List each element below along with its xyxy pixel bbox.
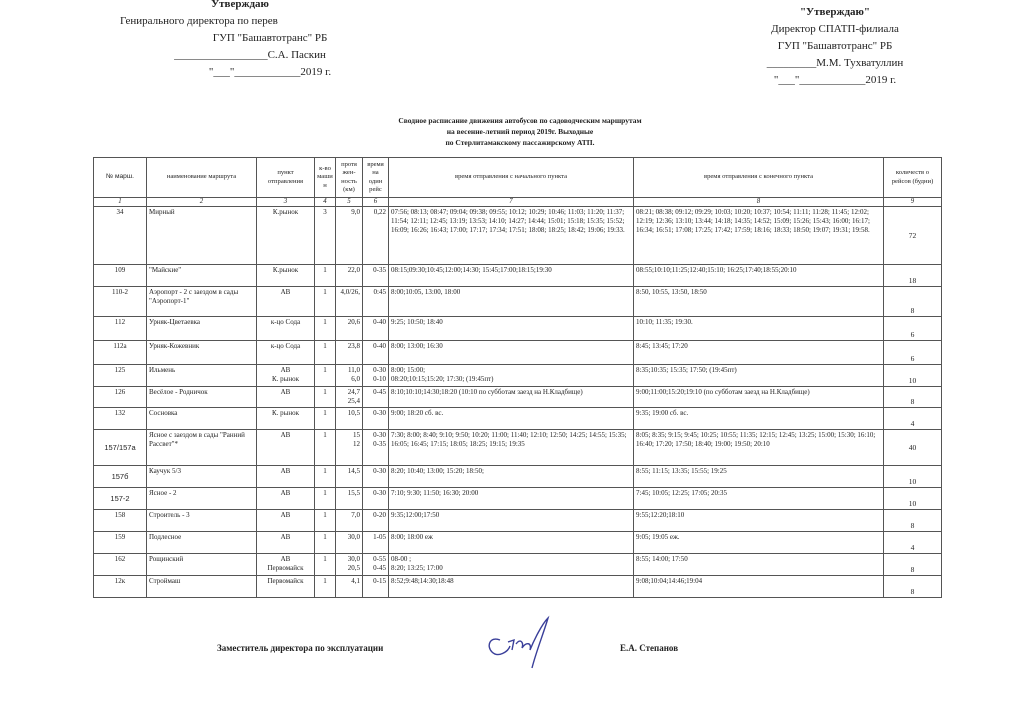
cell-departure-point: АВ bbox=[257, 466, 315, 488]
cell-route-no: 158 bbox=[94, 510, 147, 532]
col-number: 9 bbox=[884, 198, 942, 207]
cell-vehicles: 1 bbox=[315, 510, 336, 532]
cell-departure-point bbox=[257, 365, 315, 387]
cell-vehicles: 1 bbox=[315, 554, 336, 576]
table-row bbox=[94, 341, 942, 365]
table-row bbox=[94, 430, 942, 466]
cell-route-no: 12к bbox=[94, 576, 147, 598]
approval-block-left bbox=[120, 0, 360, 81]
cell-departure-point: К.рынок bbox=[257, 207, 315, 265]
cell-trip-time-value-2: 0-35 bbox=[373, 440, 386, 448]
cell-departure-point-value-2: К. рынок bbox=[271, 375, 300, 383]
cell-trip-count: 10 bbox=[884, 488, 942, 510]
cell-vehicles: 1 bbox=[315, 430, 336, 466]
cell-times-start bbox=[389, 554, 634, 576]
cell-length bbox=[336, 365, 363, 387]
cell-times-start: 08:15;09:30;10:45;12:00;14:30; 15:45;17:00;18:15;19:30 bbox=[389, 265, 634, 287]
header-times-start: время отправления с начального пункта bbox=[389, 158, 634, 198]
approval-right-signature-line: _________М.М. Тухватуллин bbox=[766, 57, 904, 69]
column-number-row bbox=[94, 198, 942, 207]
cell-times-end: 8:05; 8:35; 9:15; 9:45; 10:25; 10:55; 11:35; 12:15; 12:45; 13:25; 15:00; 15:30; 16:10; 16:40; 17:20; 17:50; 18:40; 19:00; 19:50; 20:10 bbox=[634, 430, 884, 466]
table-row bbox=[94, 510, 942, 532]
header-trip-count: количеств о рейсов (будни) bbox=[884, 158, 942, 198]
cell-vehicles: 1 bbox=[315, 532, 336, 554]
col-number: 1 bbox=[94, 198, 147, 207]
cell-route-no: 162 bbox=[94, 554, 147, 576]
cell-times-start: 9:35;12:00;17:50 bbox=[389, 510, 634, 532]
cell-length: 4,1 bbox=[336, 576, 363, 598]
approval-right-line1: Директор СПАТП-филиала bbox=[771, 23, 899, 35]
cell-vehicles: 1 bbox=[315, 365, 336, 387]
cell-departure-point-value-2: Первомайск bbox=[267, 564, 304, 572]
cell-route-name: Ясное с заездом в сады "Ранний Рассвет"* bbox=[147, 430, 257, 466]
cell-trip-time-value: 0-55 bbox=[373, 555, 386, 563]
cell-times-end: 9:35; 19:00 сб. вс. bbox=[634, 408, 884, 430]
cell-times-end: 08:21; 08:38; 09:12; 09:29; 10:03; 10:20; 10:37; 10:54; 11:11; 11:28; 11:45; 12:02; 12:19; 12:36; 13:10; 13:44; 14:18; 14:35; 14:52; 15:09; 15:26; 15:43; 16:00; 16:17; 16:34; 16:51; 17:08; 17:25; 17:42; 17:59; 18:16; 18:33; 18:50; 19:07; 19:31; 19:58. bbox=[634, 207, 884, 265]
cell-departure-point: АВ bbox=[257, 532, 315, 554]
cell-route-name: Рощинский bbox=[147, 554, 257, 576]
header-length: протя жен- ность (км) bbox=[336, 158, 363, 198]
cell-trip-time bbox=[363, 554, 389, 576]
cell-route-name: Строймаш bbox=[147, 576, 257, 598]
cell-times-start: 9:25; 10:50; 18:40 bbox=[389, 317, 634, 341]
cell-departure-point: К.рынок bbox=[257, 265, 315, 287]
col-number: 2 bbox=[147, 198, 257, 207]
cell-times-start: 8:10;10:10;14:30;18:20 (10:10 по субботам заезд на Н.Кладбище) bbox=[389, 387, 634, 408]
approval-block-right bbox=[730, 4, 940, 89]
cell-departure-point: К. рынок bbox=[257, 408, 315, 430]
table-row bbox=[94, 576, 942, 598]
col-number: 7 bbox=[389, 198, 634, 207]
cell-trip-time: 0-45 bbox=[363, 387, 389, 408]
approval-left-date: "___"____________2019 г. bbox=[208, 66, 332, 78]
cell-length bbox=[336, 430, 363, 466]
cell-route-no: 112а bbox=[94, 341, 147, 365]
cell-trip-time: 0-15 bbox=[363, 576, 389, 598]
header-vehicles: к-во маши н bbox=[315, 158, 336, 198]
cell-times-start: 8:00; 13:00; 16:30 bbox=[389, 341, 634, 365]
schedule-table bbox=[93, 157, 942, 598]
cell-departure-point: АВ bbox=[257, 287, 315, 317]
cell-trip-time: 0,22 bbox=[363, 207, 389, 265]
table-row bbox=[94, 287, 942, 317]
cell-length bbox=[336, 387, 363, 408]
title-line-1: Сводное расписание движения автобусов по садоводческим маршрутам bbox=[398, 116, 642, 125]
cell-times-start: 8:20; 10:40; 13:00; 15:20; 18:50; bbox=[389, 466, 634, 488]
handwritten-signature bbox=[478, 612, 558, 672]
cell-route-no: 157б bbox=[94, 466, 147, 488]
header-trip-time: время на один рейс bbox=[363, 158, 389, 198]
cell-trip-time: 0-35 bbox=[363, 265, 389, 287]
footer-signatory-name: Е.А. Степанов bbox=[620, 643, 679, 653]
cell-route-name: Ильмень bbox=[147, 365, 257, 387]
cell-times-start: 8:00;10:05, 13:00, 18:00 bbox=[389, 287, 634, 317]
cell-trip-time: 0-30 bbox=[363, 466, 389, 488]
cell-route-name: Сосновка bbox=[147, 408, 257, 430]
cell-departure-point: к-цо Сода bbox=[257, 317, 315, 341]
cell-route-no: 34 bbox=[94, 207, 147, 265]
cell-trip-count: 10 bbox=[884, 365, 942, 387]
table-row bbox=[94, 554, 942, 576]
times-start-line-2: 08:20;10:15;15:20; 17:30; (19:45пт) bbox=[391, 375, 494, 383]
cell-route-name: Урняк-Цветаевка bbox=[147, 317, 257, 341]
cell-trip-time: 0:45 bbox=[363, 287, 389, 317]
times-start-line-2: 8:20; 13:25; 17:00 bbox=[391, 564, 443, 572]
cell-trip-count: 4 bbox=[884, 408, 942, 430]
approval-left-line2: ГУП "Башавтотранс" РБ bbox=[212, 32, 328, 44]
cell-route-no: 110-2 bbox=[94, 287, 147, 317]
approval-right-line2: ГУП "Башавтотранс" РБ bbox=[777, 40, 893, 52]
cell-length-value-2: 6,0 bbox=[351, 375, 360, 383]
cell-route-name: Каучук 5/3 bbox=[147, 466, 257, 488]
cell-trip-count: 6 bbox=[884, 341, 942, 365]
cell-route-no: 159 bbox=[94, 532, 147, 554]
cell-times-end: 08:55;10:10;11:25;12:40;15:10; 16:25;17:40;18:55;20:10 bbox=[634, 265, 884, 287]
cell-trip-time: 0-40 bbox=[363, 317, 389, 341]
cell-length: 22,0 bbox=[336, 265, 363, 287]
table-row bbox=[94, 317, 942, 341]
cell-route-no: 112 bbox=[94, 317, 147, 341]
cell-trip-count: 4 bbox=[884, 532, 942, 554]
table-row bbox=[94, 265, 942, 287]
approval-right-heading: "Утверждаю" bbox=[799, 6, 871, 18]
cell-times-start: 9:00; 18:20 сб. вс. bbox=[389, 408, 634, 430]
title-line-2: на весенне-летний период 2019г. Выходные bbox=[446, 127, 594, 136]
cell-vehicles: 1 bbox=[315, 488, 336, 510]
cell-length: 15,5 bbox=[336, 488, 363, 510]
table-row bbox=[94, 365, 942, 387]
cell-times-start: 7:30; 8:00; 8:40; 9:10; 9:50; 10:20; 11:00; 11:40; 12:10; 12:50; 14:25; 14:55; 15:35; 16:05; 16:45; 17:15; 18:05; 18:25; 19:15; 19:35 bbox=[389, 430, 634, 466]
cell-route-name: "Майские" bbox=[147, 265, 257, 287]
cell-departure-point: АВ bbox=[257, 510, 315, 532]
cell-times-end: 8:55; 11:15; 13:35; 15:55; 19:25 bbox=[634, 466, 884, 488]
cell-route-name: Урняк-Кожевник bbox=[147, 341, 257, 365]
cell-vehicles: 1 bbox=[315, 287, 336, 317]
cell-trip-time: 0-30 bbox=[363, 408, 389, 430]
cell-length: 20,6 bbox=[336, 317, 363, 341]
cell-trip-time bbox=[363, 365, 389, 387]
approval-right-date: "___"____________2019 г. bbox=[773, 74, 897, 86]
cell-trip-time: 0-30 bbox=[363, 488, 389, 510]
cell-length-value-2: 25,4 bbox=[347, 397, 360, 405]
cell-route-no: 126 bbox=[94, 387, 147, 408]
cell-departure-point bbox=[257, 554, 315, 576]
cell-trip-time-value-2: 0-45 bbox=[373, 564, 386, 572]
table-row bbox=[94, 466, 942, 488]
cell-vehicles: 1 bbox=[315, 408, 336, 430]
table-row bbox=[94, 207, 942, 265]
cell-length: 4,0/26, bbox=[336, 287, 363, 317]
col-number: 3 bbox=[257, 198, 315, 207]
cell-length-value: 11,0 bbox=[348, 366, 360, 374]
table-row bbox=[94, 532, 942, 554]
table-row bbox=[94, 408, 942, 430]
cell-route-no: 157/157а bbox=[94, 430, 147, 466]
approval-left-heading: Утверждаю bbox=[211, 0, 269, 10]
cell-vehicles: 1 bbox=[315, 576, 336, 598]
cell-length: 10,5 bbox=[336, 408, 363, 430]
col-number: 8 bbox=[634, 198, 884, 207]
cell-trip-count: 8 bbox=[884, 287, 942, 317]
cell-times-end: 8:55; 14:00; 17:50 bbox=[634, 554, 884, 576]
cell-route-no: 132 bbox=[94, 408, 147, 430]
cell-departure-point: АВ bbox=[257, 387, 315, 408]
cell-trip-time: 0-20 bbox=[363, 510, 389, 532]
cell-length: 30,0 bbox=[336, 532, 363, 554]
cell-trip-count: 8 bbox=[884, 576, 942, 598]
cell-trip-time-value: 0-30 bbox=[373, 431, 386, 439]
cell-route-name: Мирный bbox=[147, 207, 257, 265]
col-number: 5 bbox=[336, 198, 363, 207]
cell-times-end: 9:05; 19:05 еж. bbox=[634, 532, 884, 554]
cell-departure-point-value: АВ bbox=[280, 366, 291, 374]
cell-vehicles: 3 bbox=[315, 207, 336, 265]
cell-times-end: 10:10; 11:35; 19:30. bbox=[634, 317, 884, 341]
cell-trip-count: 10 bbox=[884, 466, 942, 488]
approval-left-line1: Генирального директора по перев bbox=[120, 15, 278, 27]
header-times-end: время отправления с конечного пункта bbox=[634, 158, 884, 198]
cell-trip-count: 18 bbox=[884, 265, 942, 287]
cell-vehicles: 1 bbox=[315, 265, 336, 287]
footer-signatory-role: Заместитель директора по эксплуатации bbox=[217, 643, 384, 653]
cell-route-name: Аэропорт - 2 с заездом в сады "Аэропорт-1" bbox=[147, 287, 257, 317]
cell-times-start: 07:56; 08:13; 08:47; 09:04; 09:38; 09:55; 10:12; 10:29; 10:46; 11:03; 11:20; 11:37; 11:54; 12:11; 12:45; 13:19; 13:53; 14:10; 14:27; 14:44; 15:01; 15:18; 15:35; 15:52; 16:09; 16:26; 16:43; 17:00; 17:17; 17:34; 17:51; 18:08; 18:25; 18:42; 19:06; 19:33. bbox=[389, 207, 634, 265]
cell-times-start bbox=[389, 365, 634, 387]
cell-route-no: 109 bbox=[94, 265, 147, 287]
cell-length-value-2: 12 bbox=[353, 440, 360, 448]
header-route-no: № марш. bbox=[94, 158, 147, 198]
cell-length-value: 30,0 bbox=[347, 555, 360, 563]
cell-trip-count: 40 bbox=[884, 430, 942, 466]
cell-times-start: 8:52;9:48;14:30;18:48 bbox=[389, 576, 634, 598]
cell-length-value: 15 bbox=[353, 431, 360, 439]
cell-departure-point: к-цо Сода bbox=[257, 341, 315, 365]
cell-length bbox=[336, 554, 363, 576]
cell-departure-point: АВ bbox=[257, 430, 315, 466]
cell-route-name: Строитель - 3 bbox=[147, 510, 257, 532]
cell-length: 7,0 bbox=[336, 510, 363, 532]
cell-length: 9,0 bbox=[336, 207, 363, 265]
cell-trip-count: 8 bbox=[884, 510, 942, 532]
cell-times-end: 8:50, 10:55, 13:50, 18:50 bbox=[634, 287, 884, 317]
cell-times-end: 9:08;10:04;14:46;19:04 bbox=[634, 576, 884, 598]
cell-departure-point: АВ bbox=[257, 488, 315, 510]
cell-length: 14,5 bbox=[336, 466, 363, 488]
table-row bbox=[94, 387, 942, 408]
cell-vehicles: 1 bbox=[315, 317, 336, 341]
cell-times-end: 8:45; 13:45; 17:20 bbox=[634, 341, 884, 365]
header-row bbox=[94, 158, 942, 198]
cell-route-name: Весёлое - Родничок bbox=[147, 387, 257, 408]
cell-vehicles: 1 bbox=[315, 387, 336, 408]
cell-trip-time: 1-05 bbox=[363, 532, 389, 554]
col-number: 4 bbox=[315, 198, 336, 207]
cell-length-value: 24,7 bbox=[347, 388, 360, 396]
times-start-line: 8:00; 15:00; bbox=[391, 366, 426, 374]
header-route-name: наименование маршрута bbox=[147, 158, 257, 198]
cell-departure-point-value: АВ bbox=[280, 555, 291, 563]
cell-trip-count: 8 bbox=[884, 387, 942, 408]
cell-route-no: 157-2 bbox=[94, 488, 147, 510]
cell-vehicles: 1 bbox=[315, 341, 336, 365]
header-departure-point: пункт отправления bbox=[257, 158, 315, 198]
cell-trip-count: 6 bbox=[884, 317, 942, 341]
cell-trip-count: 8 bbox=[884, 554, 942, 576]
col-number: 6 bbox=[363, 198, 389, 207]
cell-trip-count: 72 bbox=[884, 207, 942, 265]
cell-route-name: Ясное - 2 bbox=[147, 488, 257, 510]
document-title bbox=[330, 115, 710, 148]
approval-left-signature-line: _________________С.А. Паскин bbox=[174, 49, 326, 61]
cell-route-no: 125 bbox=[94, 365, 147, 387]
cell-departure-point: Первомайск bbox=[257, 576, 315, 598]
cell-vehicles: 1 bbox=[315, 466, 336, 488]
cell-route-name: Подлесное bbox=[147, 532, 257, 554]
cell-times-start: 8:00; 18:00 еж bbox=[389, 532, 634, 554]
cell-times-start: 7:10; 9:30; 11:50; 16:30; 20:00 bbox=[389, 488, 634, 510]
cell-trip-time bbox=[363, 430, 389, 466]
cell-times-end: 9:55;12:20;18:10 bbox=[634, 510, 884, 532]
cell-length: 23,8 bbox=[336, 341, 363, 365]
cell-times-end: 8:35;10:35; 15:35; 17:50; (19:45пт) bbox=[634, 365, 884, 387]
times-start-line: 08-00 ; bbox=[391, 555, 412, 563]
cell-length-value-2: 20,5 bbox=[347, 564, 360, 572]
table-row bbox=[94, 488, 942, 510]
cell-trip-time-value: 0-30 bbox=[373, 366, 386, 374]
cell-times-end: 7:45; 10:05; 12:25; 17:05; 20:35 bbox=[634, 488, 884, 510]
cell-trip-time-value-2: 0-10 bbox=[373, 375, 386, 383]
cell-times-end: 9:00;11:00;15:20;19:10 (по субботам заезд на Н.Кладбище) bbox=[634, 387, 884, 408]
title-line-3: по Стерлитамакскому пассажирскому АТП. bbox=[445, 138, 595, 147]
cell-trip-time: 0-40 bbox=[363, 341, 389, 365]
